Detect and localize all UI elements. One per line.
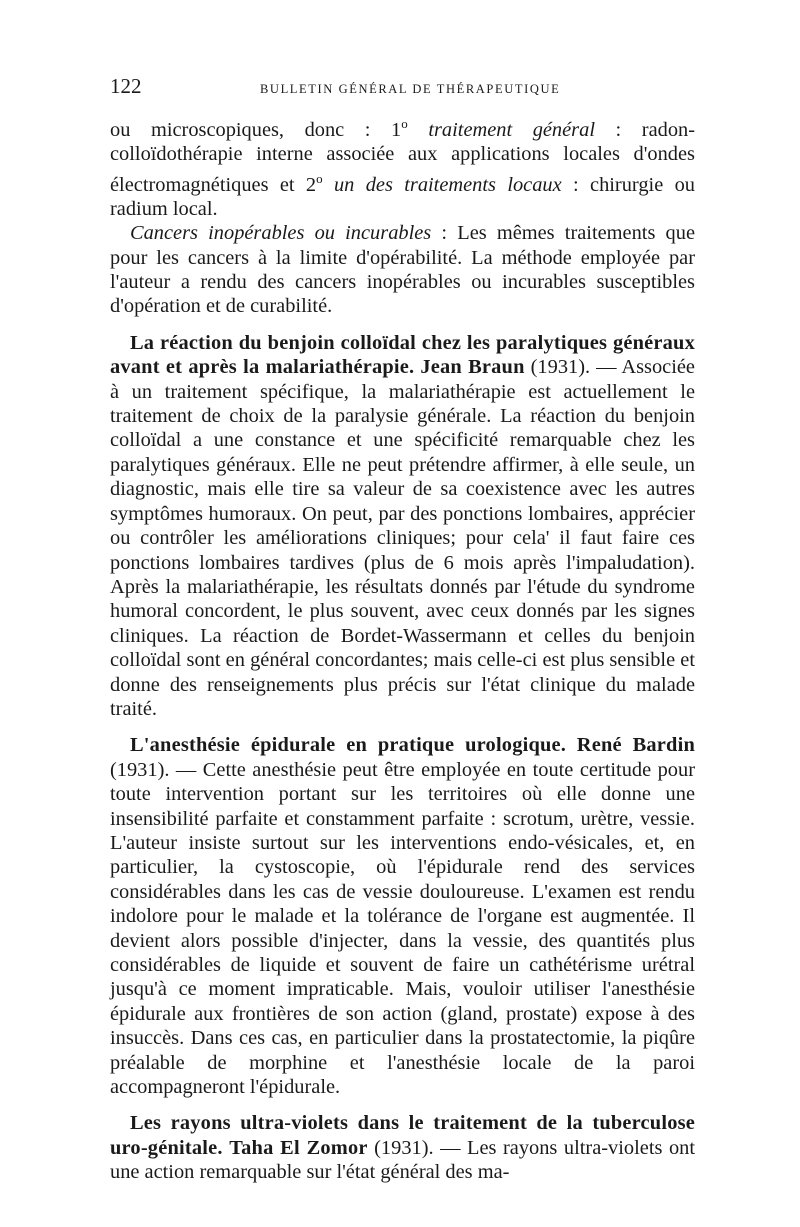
ordinal-superscript: o	[316, 170, 323, 186]
ordinal-superscript: o	[401, 116, 408, 131]
abstract-author: René Bardin	[576, 734, 696, 757]
emphasis-text: traitement général	[428, 118, 595, 141]
document-page	[110, 74, 695, 1185]
paragraph-text: : chirurgie ou radium local.	[110, 173, 695, 220]
abstract-author: Jean Braun	[420, 356, 525, 379]
page-number: 122	[110, 74, 142, 98]
abstract-year: (1931).	[530, 356, 591, 379]
paragraph-text: : radon-colloïdothérapie interne associée aux applications locales d'ondes électromagnétiques et 2	[110, 118, 695, 196]
abstract-year: (1931).	[374, 1136, 434, 1159]
emphasis-text: Cancers inopérables ou incurables	[130, 222, 432, 245]
abstract-body: — Les rayons ultra-violets ont une action remarquable sur l'état général des ma-	[110, 1136, 696, 1184]
abstract-body: — Cette anesthésie peut être employée en toute certitude pour toute intervention portant sur les territoires où elle donne une insensibilité parfaite et constamment parfaite : scrotum, urètre, vessie. L'auteur insiste surtout sur les interventions endo-vésicales, et, en particulier, la cystoscopie, où l'épidurale rend des services considérables dans les cas de vessie douloureuse. L'examen est rendu indolore pour le malade et la tolérance de l'organe est augmentée. Il devient alors possible d'injecter, dans la vessie, des quantités plus considérables de liquide et souvent de faire un cathétérisme urétral jusqu'à ce moment impraticable. Mais, vouloir utiliser l'anesthésie épidurale aux frontières de son action (gland, prostate) expose à des insuccès. Dans ces cas, en particulier dans la prostatectomie, la piqûre préalable de morphine et l'anesthésie locale de la paroi accompagneront l'épidurale.	[110, 758, 695, 1099]
abstract-ultraviolet-rays	[110, 1111, 695, 1184]
emphasis-text: un des traitements locaux	[333, 173, 562, 196]
paragraph-inoperable-cancers	[110, 221, 695, 319]
abstract-title: Les rayons ultra-violets dans le traitement de la tuberculose uro-génitale.	[110, 1112, 695, 1159]
abstract-year: (1931).	[110, 758, 170, 781]
paragraph-text: : Les mêmes traitements que pour les cancers à la limite d'opérabilité. La méthode employée par l'auteur a rendu des cancers inopérables ou incurables susceptibles d'opération et de curabilité.	[110, 222, 695, 318]
page-header	[110, 74, 695, 102]
abstract-benjoin-reaction	[110, 331, 695, 722]
abstract-epidural-anesthesia	[110, 733, 695, 1099]
paragraph-treatment-summary	[110, 112, 695, 221]
abstract-body: — Associée à un traitement spécifique, la malariathérapie est actuellement le traitement de choix de la paralysie générale. La réaction du benjoin colloïdal a une constance et une spécificité remarquable chez les paralytiques généraux. Elle ne peut prétendre affirmer, à elle seule, un diagnostic, mais elle tire sa valeur de sa coexistence avec les autres symptômes humoraux. On peut, par des ponctions lombaires, apprécier ou contrôler les améliorations cliniques; pour cela' il faut faire ces ponctions lombaires tardives (plus de 6 mois après l'impaludation). Après la malariathérapie, les résultats donnés par l'étude du syndrome humoral concordent, le plus souvent, avec ceux donnés par les signes cliniques. La réaction de Bordet-Wassermann et celles du benjoin colloïdal sont en général concordantes; mais celle-ci est plus sensible et donne des renseignements plus précis sur l'état clinique du malade traité.	[110, 356, 695, 720]
abstract-author: Taha El Zomor	[229, 1136, 368, 1159]
running-head: BULLETIN GÉNÉRAL DE THÉRAPEUTIQUE	[260, 82, 561, 96]
abstract-title: L'anesthésie épidurale en pratique urologique.	[130, 734, 567, 757]
abstract-title: La réaction du benjoin colloïdal chez les paralytiques généraux avant et après la malariathérapie.	[110, 331, 695, 379]
paragraph-text: ou microscopiques, donc : 1	[110, 118, 402, 141]
